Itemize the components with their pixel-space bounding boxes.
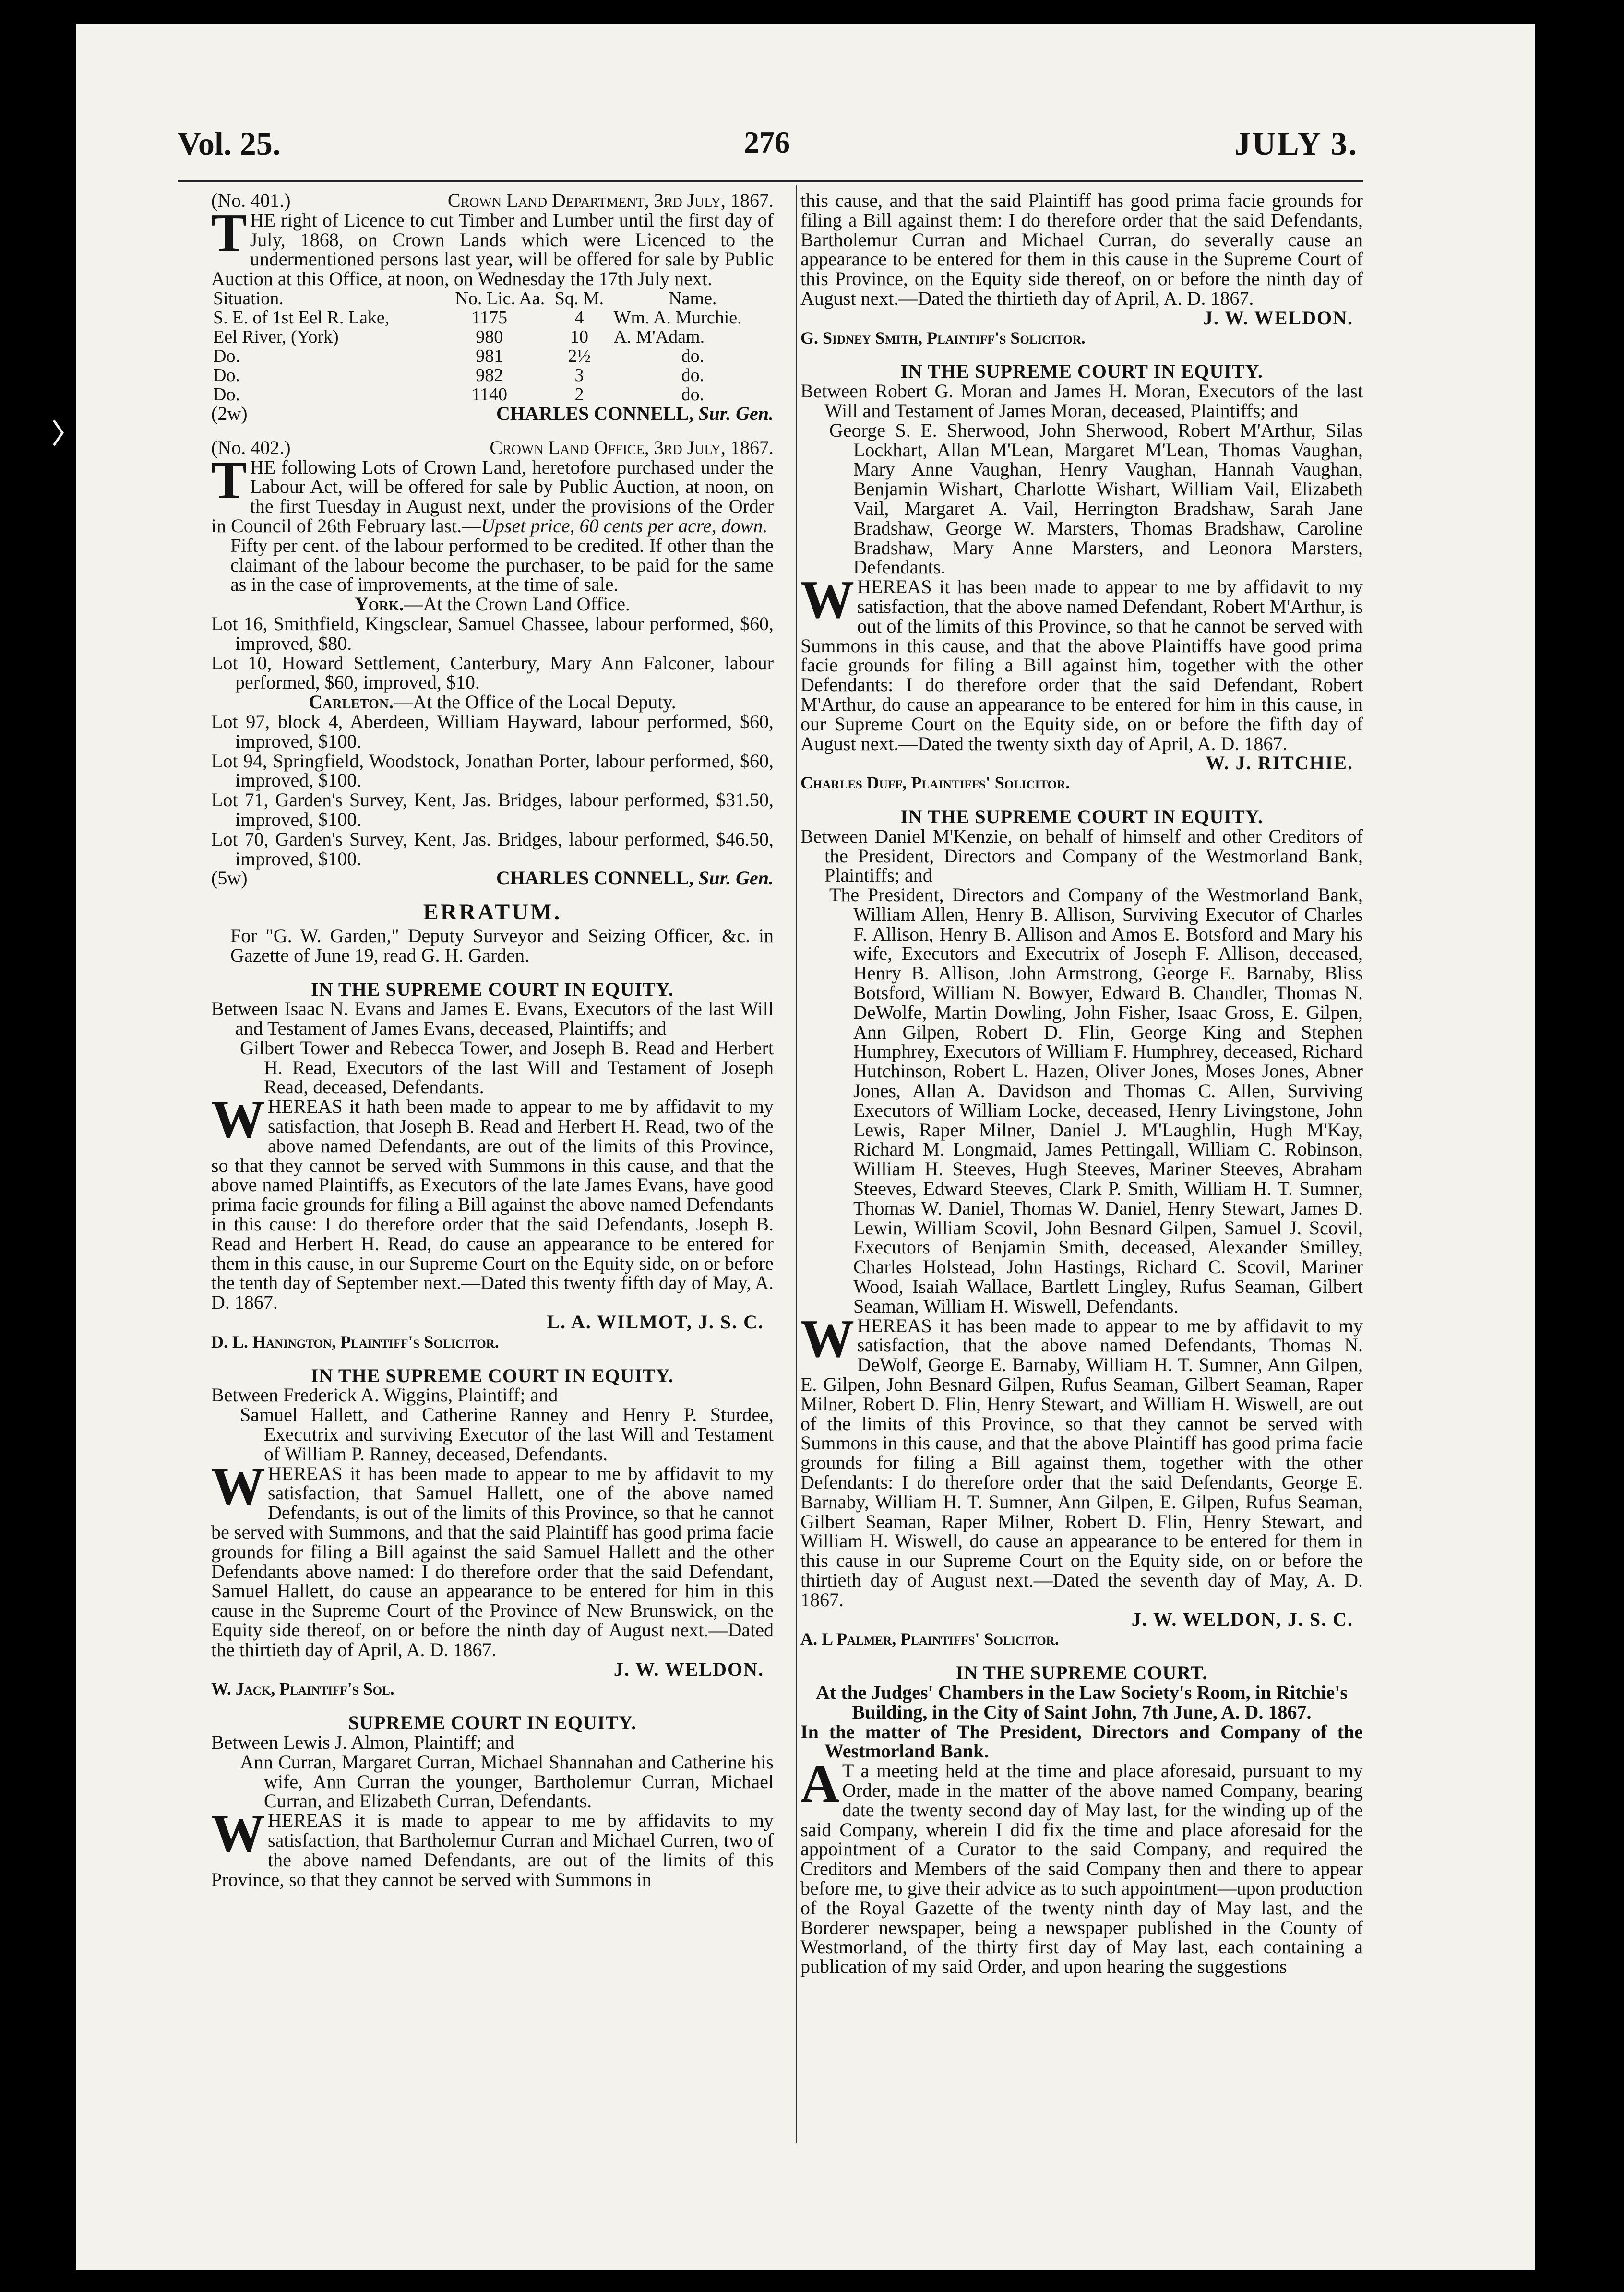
parties-plaintiffs: Between Daniel M'Kenzie, on behalf of himself and other Creditors of the President, Directors and Company of the Westmorland Bank, Plaintiffs; and	[800, 825, 1363, 886]
parties-defendants: George S. E. Sherwood, John Sherwood, Robert M'Arthur, Silas Lockhart, Allan M'Lean, Margaret M'Lean, Thomas Vaughan, Mary Anne Vaughan, Henry Vaughan, Hannah Vaughan, Benjamin Wishart, Charlotte Wishart, William Vail, Elizabeth Vail, Margaret A. Vail, Herrington Bradshaw, Sarah Jane Bradshaw, George W. Marsters, Thomas Bradshaw, Caroline Bradshaw, Mary Anne Marsters, and Leonora Marsters, Defendants.	[829, 419, 1363, 578]
table-cell: 980	[476, 326, 503, 347]
licence-table	[211, 289, 774, 404]
solicitor: A. L Palmer, Plaintiffs' Solicitor.	[800, 1629, 1059, 1649]
court-title: IN THE SUPREME COURT IN EQUITY.	[311, 978, 674, 1000]
signature-title: Sur. Gen.	[698, 867, 774, 889]
lot-entry: Lot 16, Smithfield, Kingsclear, Samuel Chassee, labour performed, $60, improved, $80.	[211, 612, 774, 654]
weeks-marker: (2w)	[211, 402, 248, 424]
lot-entry: Lot 94, Springfield, Woodstock, Jonathan Porter, labour performed, $60, improved, $100.	[211, 750, 774, 791]
column-header: Name.	[669, 288, 717, 309]
table-cell: 10	[570, 326, 588, 347]
table-row	[211, 308, 774, 327]
column-header: Situation.	[213, 288, 284, 309]
lot-entry: Lot 71, Garden's Survey, Kent, Jas. Bridges, labour performed, $31.50, improved, $100.	[211, 789, 774, 830]
notice-body: AT a meeting held at the time and place aforesaid, pursuant to my Order, made in the matter of the above named Company, bearing date the twenty second day of May last, for the winding up of the said Company, wherein I did fix the time and place aforesaid for the appointment of a Curator to the said Company, and required the Creditors and Members of the said Company then and there to appear before me, to give their advice as to such appointment—upon production of the Royal Gazette of the twenty ninth day of May last, and the Borderer newspaper, being a newspaper published in the County of Westmorland, of the thirty first day of May last, each containing a publication of my said Order, and upon hearing the suggestions	[800, 1754, 1363, 1978]
right-column	[800, 191, 1363, 1977]
lot-entry: Lot 97, block 4, Aberdeen, William Hayward, labour performed, $60, improved, $100.	[211, 710, 774, 752]
notice-body: WHEREAS it has been made to appear to me by affidavit to my satisfaction, that the above named Defendant, Robert M'Arthur, is out of the limits of this Province, so that he cannot be served with Summons in this cause, and that the above Plaintiffs have good prima facie grounds for filing a Bill against him, together with the other Defendants: I do therefore order that the said Defendant, Robert M'Arthur, do cause an appearance to be entered for him in this cause, in our Supreme Court on the Equity side, on or before the fifth day of August next.—Dated the twenty sixth day of April, A. D. 1867.	[800, 570, 1363, 754]
signature: CHARLES CONNELL,	[496, 402, 694, 424]
notice-401	[211, 191, 774, 424]
almon-notice	[211, 1713, 774, 1889]
wiggins-notice	[211, 1366, 774, 1699]
parties-defendants: Ann Curran, Margaret Curran, Michael Shannahan and Catherine his wife, Ann Curran the younger, Bartholemur Curran, Michael Curran, and Elizabeth Curran, Defendants.	[240, 1751, 774, 1812]
header-rule	[178, 180, 1363, 182]
table-row	[211, 346, 774, 366]
sale-place: —At the Crown Land Office.	[404, 593, 631, 615]
table-cell: 982	[476, 365, 503, 385]
judge-signature: W. J. RITCHIE.	[1206, 752, 1353, 774]
notice-department: Crown Land Department, 3rd July, 1867.	[447, 190, 774, 211]
table-row	[211, 327, 774, 346]
upset-price: Upset price, 60 cents per acre, down.	[481, 514, 768, 537]
table-cell: 981	[476, 346, 503, 366]
column-header: Sq. M.	[554, 288, 604, 309]
solicitor: Charles Duff, Plaintiffs' Solicitor.	[800, 773, 1070, 793]
court-title: IN THE SUPREME COURT IN EQUITY.	[900, 360, 1263, 382]
table-cell: Wm. A. Murchie.	[613, 307, 742, 328]
parties-plaintiffs: Between Robert G. Moran and James H. Moran, Executors of the last Will and Testament of James Moran, deceased, Plaintiffs; and	[800, 380, 1363, 421]
notice-402	[211, 438, 774, 888]
court-title: IN THE SUPREME COURT IN EQUITY.	[900, 805, 1263, 827]
notice-body: WHEREAS it has been made to appear to me by affidavit to my satisfaction, that the above named Defendants, Thomas N. DeWolf, George E. Barnaby, William H. T. Sumner, Ann Gilpen, E. Gilpen, John Besnard Gilpen, Rufus Seaman, Gilbert Seaman, Raper Milner, Robert D. Flin, Henry Stewart, and William H. Wiswell, are out of the limits of this Province, so that they cannot be served with Summons in this cause, and that the above Plaintiff has good prima facie grounds for filing a Bill against them, together with the other Defendants: I do therefore order that the said Defendants, George E. Barnaby, William H. T. Sumner, Ann Gilpen, E. Gilpen, Rufus Seaman, Gilbert Seaman, Raper Milner, Robert D. Flin, Henry Stewart, and William H. Wiswell, do cause an appearance to be entered for them in this cause in our Supreme Court on the Equity side, on or before the thirtieth day of August next.—Dated the seventh day of May, A. D. 1867.	[800, 1309, 1363, 1611]
table-cell: 1175	[471, 307, 508, 328]
signature-title: Sur. Gen.	[698, 402, 774, 424]
evans-notice	[211, 980, 774, 1352]
weeks-marker: (5w)	[211, 867, 248, 889]
notice-body: WHEREAS it has been made to appear to me by affidavit to my satisfaction, that Samuel Hallett, one of the above named Defendants, is out of the limits of this Province, so that he cannot be served with Summons, and that the said Plaintiff has good prima facie grounds for filing a Bill against the said Samuel Hallett and the other Defendants above named: I do therefore order that the said Defendant, Samuel Hallett, do cause an appearance to be entered for him in this cause in the Supreme Court of the Province of New Brunswick, on the Equity side thereof, on or before the ninth day of August next.—Dated the thirtieth day of April, A. D. 1867.	[211, 1456, 774, 1660]
table-cell: do.	[681, 346, 705, 366]
notice-body: WHEREAS it is made to appear to me by affidavits to my satisfaction, that Bartholemur Curran and Michael Curren, two of the above named Defendants, are out of the limits of this Province, so that they cannot be served with Summons in	[211, 1804, 774, 1890]
judge-signature: J. W. WELDON.	[613, 1658, 764, 1680]
table-cell: Eel River, (York)	[213, 326, 339, 347]
table-cell: 2	[574, 384, 584, 405]
table-cell: S. E. of 1st Eel R. Lake,	[213, 307, 390, 328]
erratum-title: ERRATUM.	[423, 899, 562, 925]
table-cell: 4	[574, 307, 584, 328]
solicitor: G. Sidney Smith, Plaintiff's Solicitor.	[800, 328, 1086, 347]
notice-number: (No. 402.)	[211, 436, 291, 458]
sale-place: —At the Office of the Local Deputy.	[394, 691, 676, 713]
county-heading: Carleton.	[309, 691, 394, 713]
left-column	[211, 191, 774, 1889]
volume-label: Vol. 25.	[178, 125, 281, 162]
judge-signature: L. A. WILMOT, J. S. C.	[547, 1311, 764, 1333]
labour-credit-note: Fifty per cent. of the labour performed to be credited. If other than the claimant of the labour become the purchaser, to be paid for the same as in the case of improvements, at the time of sale.	[230, 534, 774, 596]
table-cell: 2½	[568, 346, 591, 366]
table-cell: do.	[681, 365, 705, 385]
solicitor: W. Jack, Plaintiff's Sol.	[211, 1679, 394, 1699]
table-row	[211, 385, 774, 404]
judge-signature: J. W. WELDON, J. S. C.	[1131, 1608, 1353, 1630]
column-header: Aa.	[519, 288, 545, 309]
notice-body: THE following Lots of Crown Land, heretofore purchased under the Labour Act, will be offered for sale by Public Auction, at noon, on the first Tuesday in August next, under the provisions of the Order in Council of 26th February last.—	[211, 450, 774, 537]
parties-plaintiffs: Between Isaac N. Evans and James E. Evans, Executors of the last Will and Testament of James Evans, deceased, Plaintiffs; and	[211, 998, 774, 1039]
issue-date: JULY 3.	[1234, 125, 1358, 162]
signature: CHARLES CONNELL,	[496, 867, 694, 889]
court-winding-up-notice	[800, 1663, 1363, 1977]
margin-arrow-mark	[52, 418, 65, 447]
lot-entry: Lot 10, Howard Settlement, Canterbury, Mary Ann Falconer, labour performed, $60, improved, $10.	[211, 652, 774, 693]
parties-defendants: The President, Directors and Company of the Westmorland Bank, William Allen, Henry B. Allison, Surviving Executor of Charles F. Allison, Henry B. Allison and Amos E. Botsford and Mary his wife, Executors and Executrix of Joseph F. Allison, deceased, Henry B. Allison, John Armstrong, George E. Barnaby, Bliss Botsford, William N. Bowyer, Edward B. Chandler, Thomas N. DeWolfe, Martin Dowling, John Fisher, Isaac Gross, E. Gilpen, Ann Gilpen, Robert D. Flin, George King and Stephen Humphrey, Executors of William F. Humphrey, deceased, Richard Hutchinson, Robert L. Hazen, Oliver Jones, Moses Jones, Abner Jones, Allan A. Davidson and Thomas C. Allen, Surviving Executors of William Locke, deceased, Henry Livingstone, John Lewis, Raper Milner, Daniel J. M'Laughlin, Hugh M'Kay, Richard M. Longmaid, James Pettingall, William C. Robinson, William H. Steeves, Hugh Steeves, Mariner Steeves, Abraham Steeves, Edward Steeves, Clark P. Smith, William H. T. Sumner, Thomas W. Daniel, Thomas W. Daniel, Henry Stewart, James D. Lewin, William Scovil, John Besnard Gilpen, Samuel J. Scovil, Executors of Benjamin Smith, deceased, Alexander Smilley, Charles Holstead, John Hastings, Richard C. Scovil, Mariner Wood, Isaiah Wallace, Bartlett Lingley, Rufus Seaman, Gilbert Seaman, William H. Wiswell, Defendants.	[829, 884, 1363, 1317]
notice-number: (No. 401.)	[211, 190, 291, 211]
erratum-notice	[211, 899, 774, 966]
table-header-row	[211, 289, 774, 308]
judge-signature: J. W. WELDON.	[1203, 307, 1353, 329]
matter-line: In the matter of The President, Directors and Company of the Westmorland Bank.	[800, 1720, 1363, 1762]
notice-body: this cause, and that the said Plaintiff has good prima facie grounds for filing a Bill against them: I do therefore order that the said Defendants, Bartholemur Curran and Michael Curran, do severally cause an appearance to be entered for them in this cause in the Supreme Court of this Province, on the Equity side thereof, on or before the ninth day of August next.—Dated the thirtieth day of April, A. D. 1867.	[800, 190, 1363, 309]
column-header: No. Lic.	[455, 288, 515, 309]
mckenzie-notice	[800, 807, 1363, 1649]
notice-body: WHEREAS it hath been made to appear to me by affidavit to my satisfaction, that Joseph B. Read and Herbert H. Read, two of the above named Defendants, are out of the limits of this Province, so that they cannot be served with Summons in this cause, and that the above named Plaintiffs, as Executors of the late James Evans, have good prima facie grounds for filing a Bill against the above named Defendants in this cause: I do therefore order that the said Defendants, Joseph B. Read and Herbert H. Read, do cause an appearance to be entered for them in this cause, in our Supreme Court on the Equity side, on or before the tenth day of September next.—Dated this twenty fifth day of May, A. D. 1867.	[211, 1090, 774, 1313]
table-row	[211, 366, 774, 385]
solicitor: D. L. Hanington, Plaintiff's Solicitor.	[211, 1332, 499, 1351]
moran-notice	[800, 362, 1363, 793]
table-cell: Do.	[213, 365, 240, 385]
table-cell: Do.	[213, 346, 240, 366]
erratum-body: For "G. W. Garden," Deputy Surveyor and Seizing Officer, &c. in Gazette of June 19, read G. H. Garden.	[230, 924, 774, 966]
parties-defendants: Gilbert Tower and Rebecca Tower, and Joseph B. Read and Herbert H. Read, Executors of the last Will and Testament of Joseph Read, deceased, Defendants.	[240, 1037, 774, 1098]
almon-notice-continued	[800, 191, 1363, 347]
page-number: 276	[744, 125, 790, 159]
lot-entry: Lot 70, Garden's Survey, Kent, Jas. Bridges, labour performed, $46.50, improved, $100.	[211, 828, 774, 870]
chambers-place: At the Judges' Chambers in the Law Society's Room, in Ritchie's Building, in the City of Saint John, 7th June, A. D. 1867.	[816, 1681, 1348, 1723]
parties-plaintiffs: Between Frederick A. Wiggins, Plaintiff; and	[211, 1384, 558, 1406]
court-title: IN THE SUPREME COURT.	[955, 1662, 1208, 1684]
notice-department: Crown Land Office, 3rd July, 1867.	[490, 436, 774, 458]
table-cell: Do.	[213, 384, 240, 405]
court-title: IN THE SUPREME COURT IN EQUITY.	[311, 1364, 674, 1386]
county-heading: York.	[354, 593, 404, 615]
table-cell: do.	[681, 384, 705, 405]
court-title: SUPREME COURT IN EQUITY.	[348, 1712, 637, 1734]
parties-defendants: Samuel Hallett, and Catherine Ranney and Henry P. Sturdee, Executrix and surviving Executor of the last Will and Testament of William P. Ranney, deceased, Defendants.	[240, 1404, 774, 1465]
table-cell: 3	[574, 365, 584, 385]
notice-body: THE right of Licence to cut Timber and Lumber until the first day of July, 1868, on Crown Lands which were Licenced to the undermentioned persons last year, will be offered for sale by Public Auction at this Office, at noon, on Wednesday the 17th July next.	[211, 203, 774, 290]
column-divider	[796, 185, 797, 2143]
table-cell: A. M'Adam.	[613, 326, 705, 347]
table-cell: 1140	[471, 384, 508, 405]
page-header	[178, 122, 1358, 175]
parties-plaintiffs: Between Lewis J. Almon, Plaintiff; and	[211, 1731, 514, 1753]
